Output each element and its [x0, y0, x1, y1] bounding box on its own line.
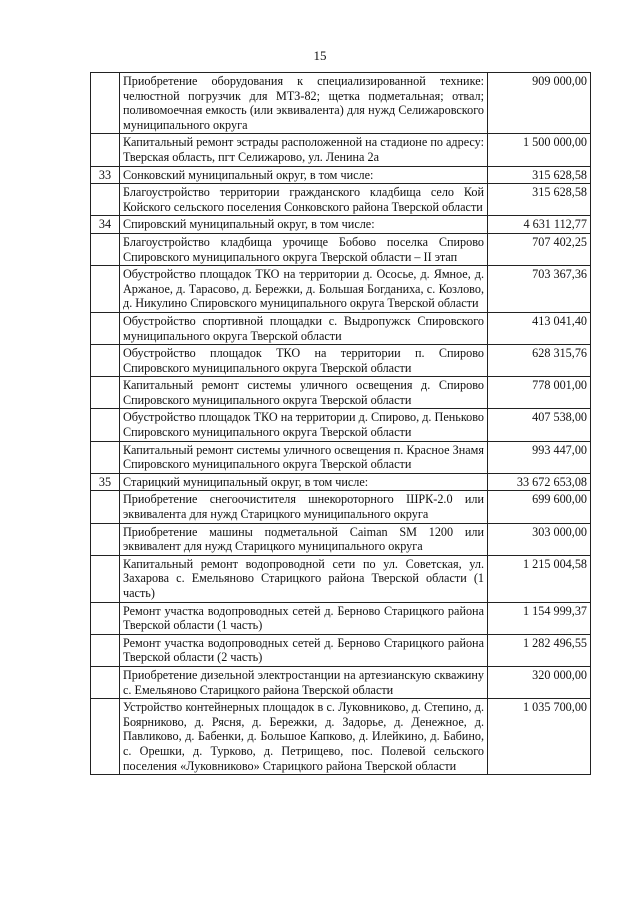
- row-description: Обустройство площадок ТКО на территории д. Ососье, д. Ямное, д. Аржаное, д. Тарасово, д. Бережки, д. Большая Богданиха, с. Козлово, д. Никулино Спировского муниципального округа Тверской области: [120, 266, 488, 313]
- row-description: Обустройство спортивной площадки с. Выдропужск Спировского муниципального округа Тверской области: [120, 312, 488, 344]
- table-row: [91, 73, 591, 134]
- row-amount: 33 672 653,08: [488, 473, 591, 491]
- row-number: [91, 409, 120, 441]
- row-description: Приобретение машины подметальной Caiman SM 1200 или эквивалент для нужд Старицкого муниципального округа: [120, 523, 488, 555]
- row-amount: 1 154 999,37: [488, 602, 591, 634]
- row-description: Ремонт участка водопроводных сетей д. Берново Старицкого района Тверской области (1 часть): [120, 602, 488, 634]
- row-description: Приобретение дизельной электростанции на артезианскую скважину с. Емельяново Старицкого района Тверской области: [120, 666, 488, 698]
- row-number: [91, 523, 120, 555]
- row-number: [91, 345, 120, 377]
- table-row: [91, 345, 591, 377]
- row-amount: 320 000,00: [488, 666, 591, 698]
- budget-table: [90, 72, 591, 775]
- row-amount: 1 215 004,58: [488, 555, 591, 602]
- district-total-row: [91, 166, 591, 184]
- row-description: Капитальный ремонт эстрады расположенной на стадионе по адресу: Тверская область, пгт Селижарово, ул. Ленина 2а: [120, 134, 488, 166]
- row-number: [91, 441, 120, 473]
- row-amount: 699 600,00: [488, 491, 591, 523]
- row-number: [91, 233, 120, 265]
- row-amount: 413 041,40: [488, 312, 591, 344]
- table-row: [91, 634, 591, 666]
- table-row: [91, 666, 591, 698]
- budget-table-body: [91, 73, 591, 775]
- row-amount: 993 447,00: [488, 441, 591, 473]
- row-number: [91, 602, 120, 634]
- row-number: 34: [91, 216, 120, 234]
- row-amount: 4 631 112,77: [488, 216, 591, 234]
- table-row: [91, 134, 591, 166]
- row-number: 33: [91, 166, 120, 184]
- row-amount: 1 500 000,00: [488, 134, 591, 166]
- row-number: [91, 491, 120, 523]
- row-amount: 778 001,00: [488, 377, 591, 409]
- row-number: [91, 184, 120, 216]
- table-row: [91, 409, 591, 441]
- row-number: [91, 377, 120, 409]
- row-amount: 703 367,36: [488, 266, 591, 313]
- row-description: Старицкий муниципальный округ, в том числе:: [120, 473, 488, 491]
- table-row: [91, 602, 591, 634]
- table-row: [91, 491, 591, 523]
- row-amount: 407 538,00: [488, 409, 591, 441]
- row-number: [91, 134, 120, 166]
- row-description: Капитальный ремонт системы уличного освещения д. Спирово Спировского муниципального округа Тверской области: [120, 377, 488, 409]
- row-description: Капитальный ремонт водопроводной сети по ул. Советская, ул. Захарова с. Емельяново Старицкого района Тверской области (1 часть): [120, 555, 488, 602]
- row-description: Приобретение оборудования к специализированной технике: челюстной погрузчик для МТЗ-82; щетка подметальная; отвал; поливомоечная емкость (или эквивалента) для нужд Селижаровского муниципального округа: [120, 73, 488, 134]
- table-row: [91, 233, 591, 265]
- row-amount: 315 628,58: [488, 184, 591, 216]
- row-description: Благоустройство кладбища урочище Бобово поселка Спирово Спировского муниципального округа Тверской области – II этап: [120, 233, 488, 265]
- table-row: [91, 184, 591, 216]
- row-amount: 628 315,76: [488, 345, 591, 377]
- row-amount: 707 402,25: [488, 233, 591, 265]
- row-description: Спировский муниципальный округ, в том числе:: [120, 216, 488, 234]
- row-number: 35: [91, 473, 120, 491]
- page-number: 15: [313, 48, 327, 63]
- row-amount: 1 035 700,00: [488, 699, 591, 775]
- row-amount: 303 000,00: [488, 523, 591, 555]
- row-number: [91, 666, 120, 698]
- row-number: [91, 699, 120, 775]
- table-row: [91, 699, 591, 775]
- table-row: [91, 523, 591, 555]
- row-description: Приобретение снегоочистителя шнекороторного ШРК-2.0 или эквивалента для нужд Старицкого муниципального округа: [120, 491, 488, 523]
- row-description: Обустройство площадок ТКО на территории д. Спирово, д. Пеньково Спировского муниципального округа Тверской области: [120, 409, 488, 441]
- row-amount: 315 628,58: [488, 166, 591, 184]
- table-row: [91, 266, 591, 313]
- district-total-row: [91, 216, 591, 234]
- table-row: [91, 312, 591, 344]
- row-number: [91, 634, 120, 666]
- row-description: Устройство контейнерных площадок в с. Луковниково, д. Степино, д. Боярниково, д. Рясня, д. Бережки, д. Задорье, д. Денежное, д. Павликово, д. Бабенки, д. Большое Капково, д. Илейкино, д. Бабино, с. Орешки, д. Турково, д. Петрищево, пос. Полевой сельского поселения «Луковниково» Старицкого района Тверской области: [120, 699, 488, 775]
- row-description: Сонковский муниципальный округ, в том числе:: [120, 166, 488, 184]
- row-number: [91, 312, 120, 344]
- row-description: Капитальный ремонт системы уличного освещения п. Красное Знамя Спировского муниципального округа Тверской области: [120, 441, 488, 473]
- row-amount: 909 000,00: [488, 73, 591, 134]
- row-amount: 1 282 496,55: [488, 634, 591, 666]
- row-number: [91, 266, 120, 313]
- table-row: [91, 555, 591, 602]
- row-number: [91, 555, 120, 602]
- row-number: [91, 73, 120, 134]
- row-description: Благоустройство территории гражданского кладбища село Кой Койского сельского поселения Сонковского района Тверской области: [120, 184, 488, 216]
- table-row: [91, 377, 591, 409]
- row-description: Обустройство площадок ТКО на территории п. Спирово Спировского муниципального округа Тверской области: [120, 345, 488, 377]
- row-description: Ремонт участка водопроводных сетей д. Берново Старицкого района Тверской области (2 часть): [120, 634, 488, 666]
- district-total-row: [91, 473, 591, 491]
- table-row: [91, 441, 591, 473]
